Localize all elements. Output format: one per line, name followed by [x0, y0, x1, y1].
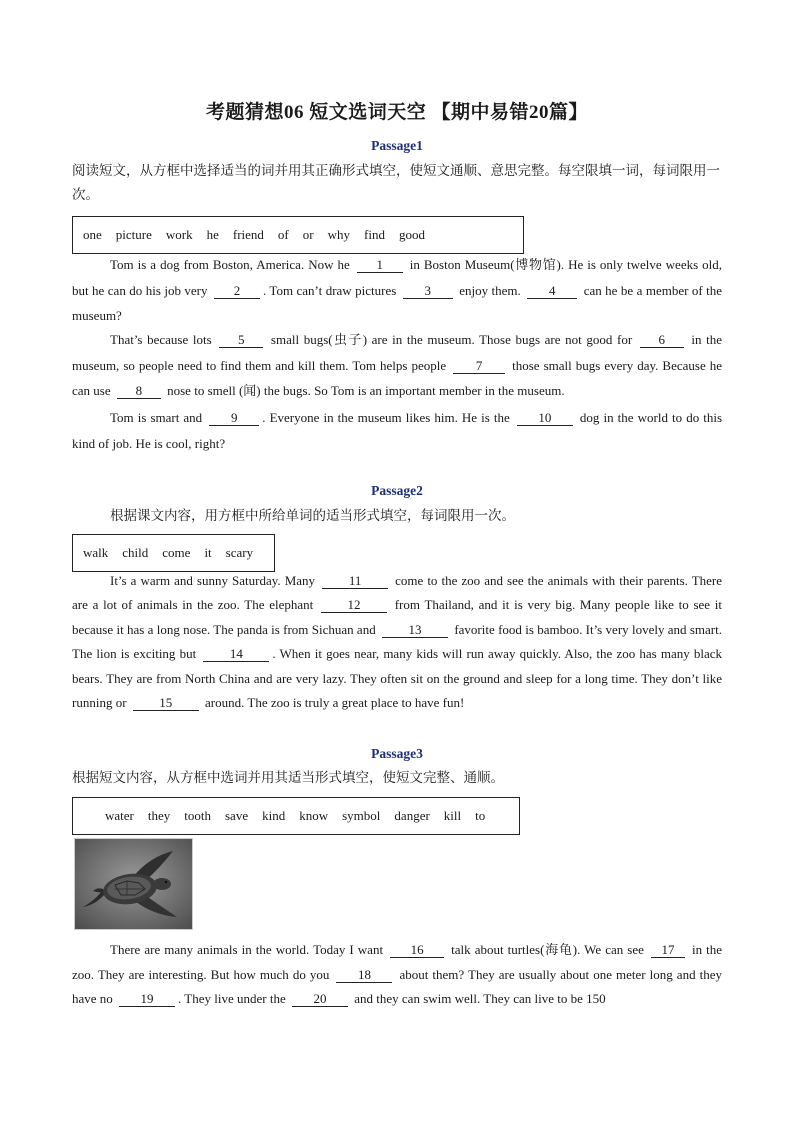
- word-bank-item: symbol: [342, 808, 381, 823]
- word-bank-item: water: [105, 808, 134, 823]
- answer-blank[interactable]: 20: [292, 991, 348, 1007]
- answer-blank[interactable]: 18: [336, 967, 392, 983]
- answer-blank[interactable]: 6: [640, 332, 684, 348]
- passage-text: Tom is smart and: [110, 410, 203, 425]
- answer-blank[interactable]: 15: [133, 695, 199, 711]
- passage1-paragraph-3: [72, 405, 722, 456]
- word-bank-item: picture: [115, 227, 152, 242]
- word-bank-item: work: [165, 227, 193, 242]
- answer-blank[interactable]: 5: [219, 332, 263, 348]
- word-bank-item: he: [206, 227, 219, 242]
- passage2-paragraph-1: [72, 569, 722, 715]
- passage-text: in the zoo. They are interesting. But how much do you: [72, 942, 723, 982]
- page-title: 考题猜想06 短文选词天空 【期中易错20篇】: [205, 102, 588, 123]
- passage-text: and they can swim well. They can live to be 150: [354, 991, 606, 1007]
- passage-text: . Tom can’t draw pictures: [262, 282, 397, 298]
- answer-blank[interactable]: 7: [453, 358, 505, 374]
- answer-blank[interactable]: 1: [357, 257, 403, 273]
- passage-text: There are many animals in the world. Today I want: [110, 942, 384, 957]
- passage-text: come to the zoo and see the animals with their parents. There are a lot of animals in the zoo. The elephant: [72, 573, 723, 613]
- passage-text: can he be a member of the museum?: [72, 282, 723, 324]
- answer-blank[interactable]: 8: [117, 383, 161, 399]
- passage2-word-bank: [72, 534, 275, 572]
- passage1-heading: Passage1: [371, 138, 423, 153]
- answer-blank[interactable]: 9: [209, 410, 259, 426]
- word-bank-item: come: [162, 545, 191, 560]
- word-bank-item: scary: [225, 545, 254, 560]
- word-bank-item: kind: [262, 808, 286, 823]
- passage1-paragraph-1: [72, 252, 722, 329]
- passage-text: enjoy them.: [459, 282, 521, 298]
- passage-text: Tom is a dog from Boston, America. Now he: [110, 257, 350, 272]
- word-bank-item: save: [225, 808, 249, 823]
- passage3-paragraph-1: [72, 938, 722, 1012]
- word-bank-item: friend: [232, 227, 264, 242]
- passage3-heading: Passage3: [371, 746, 423, 761]
- word-bank-item: kill: [443, 808, 462, 823]
- passage-text: from Thailand, and it is very big. Many people like to see it because it has a long nose. The panda is from Sichuan and: [72, 597, 722, 637]
- answer-blank[interactable]: 17: [651, 942, 685, 958]
- answer-blank[interactable]: 2: [214, 283, 260, 299]
- answer-blank[interactable]: 12: [321, 597, 387, 613]
- answer-blank[interactable]: 11: [322, 573, 388, 589]
- passage-text: those small bugs every day. Because he can use: [72, 357, 723, 399]
- answer-blank[interactable]: 16: [390, 942, 444, 958]
- word-bank-item: or: [302, 227, 314, 242]
- word-bank-item: good: [398, 227, 425, 242]
- word-bank-item: know: [299, 808, 329, 823]
- passage-text: favorite food is bamboo. It’s very lovely and smart. The lion is exciting but: [72, 621, 722, 662]
- word-bank-item: child: [122, 545, 149, 560]
- word-bank-item: one: [83, 227, 102, 242]
- passage-text: That’s because lots: [110, 332, 212, 347]
- passage-text: . They live under the: [178, 991, 286, 1007]
- answer-blank[interactable]: 14: [203, 646, 269, 662]
- word-bank-item: to: [475, 808, 486, 823]
- passage-text: talk about turtles(海龟). We can see: [451, 942, 644, 957]
- word-bank-item: of: [277, 227, 289, 242]
- word-bank-item: why: [327, 227, 350, 242]
- word-bank-item: they: [147, 808, 171, 823]
- answer-blank[interactable]: 19: [119, 991, 175, 1007]
- answer-blank[interactable]: 4: [527, 283, 577, 299]
- passage-text: It’s a warm and sunny Saturday. Many: [110, 573, 316, 588]
- passage-text: nose to smell (闻) the bugs. So Tom is an important member in the museum.: [167, 383, 565, 399]
- sea-turtle-photo: [74, 838, 193, 930]
- passage-text: . Everyone in the museum likes him. He is the: [262, 410, 510, 425]
- passage-text: . When it goes near, many kids will run away quickly. Also, the zoo has many black bears. They are from North China and are very lazy. They often sit on the ground and sleep for a long time. They don’t like running or: [72, 646, 723, 711]
- passage-text: about them? They are usually about one meter long and they have no: [72, 966, 722, 1007]
- passage3-word-bank: [72, 797, 520, 835]
- passage1-paragraph-2: [72, 327, 722, 404]
- answer-blank[interactable]: 10: [517, 410, 573, 426]
- word-bank-item: tooth: [184, 808, 211, 823]
- passage2-instruction: 根据课文内容，用方框中所给单词的适当形式填空，每词限用一次。: [110, 508, 515, 524]
- sea-turtle-icon: [75, 839, 193, 930]
- passage2-heading: Passage2: [371, 483, 423, 498]
- word-bank-item: it: [204, 545, 212, 560]
- passage-text: around. The zoo is truly a great place to have fun!: [205, 695, 465, 711]
- passage-text: dog in the world to do this kind of job. He is cool, right?: [72, 410, 723, 451]
- passage1-instruction: 阅读短文，从方框中选择适当的词并用其正确形式填空，使短文通顺、意思完整。每空限填一词，每词限用一次。: [72, 163, 720, 203]
- passage3-instruction: 根据短文内容，从方框中选词并用其适当形式填空，使短文完整、通顺。: [72, 770, 504, 786]
- passage-text: in Boston Museum(博物馆). He is only twelve weeks old, but he can do his job very: [72, 257, 723, 298]
- word-bank-item: danger: [394, 808, 430, 823]
- word-bank-item: walk: [83, 545, 109, 560]
- passage-text: in the museum, so people need to find them and kill them. Tom helps people: [72, 332, 723, 373]
- word-bank-item: find: [364, 227, 385, 242]
- answer-blank[interactable]: 13: [382, 622, 448, 638]
- answer-blank[interactable]: 3: [403, 283, 453, 299]
- passage-text: small bugs(虫子) are in the museum. Those bugs are not good for: [270, 332, 633, 347]
- passage1-word-bank: [72, 216, 524, 254]
